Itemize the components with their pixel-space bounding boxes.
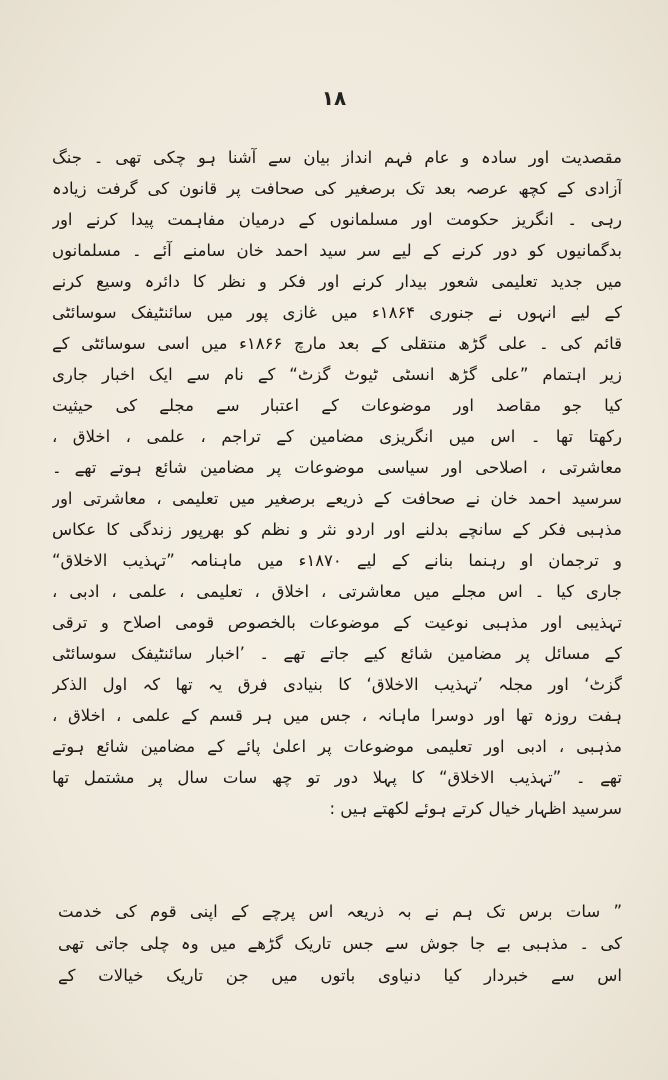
- text-line: مقصدیت اور سادہ و عام فہم انداز بیان سے آشنا ہو چکی تھی ۔ جنگ: [52, 148, 622, 167]
- text-line: رکھتا تھا ۔ اس میں انگریزی مضامین کے تراجم ، علمی ، اخلاق ،: [52, 427, 622, 446]
- block-quote: [58, 896, 622, 992]
- text-line: سرسید احمد خان نے صحافت کے ذریعے برصغیر میں تعلیمی ، معاشرتی اور: [52, 489, 622, 508]
- text-line: گزٹ‘ اور مجلہ ’تہذیب الاخلاق‘ کا بنیادی فرق یہ تھا کہ اول الذکر: [52, 675, 622, 694]
- text-line: مذہبی ، ادبی اور تعلیمی موضوعات پر اعلیٰ پائے کے مضامین شائع ہوتے: [52, 737, 622, 756]
- text-line: کے مسائل پر مضامین شائع کیے جاتے تھے ۔ ’اخبار سائنٹیفک سوسائٹی: [52, 644, 622, 663]
- quote-line: کی ۔ مذہبی بے جا جوش سے جس تاریک گڑھے میں وہ چلی جاتی تھی: [58, 934, 622, 953]
- text-line: مذہبی فکر کے سانچے بدلنے اور اردو نثر و نظم کو بھرپور زندگی کا عکاس: [52, 520, 622, 539]
- body-paragraph: [52, 142, 622, 824]
- page-number: ۱۸: [321, 86, 347, 110]
- text-line: رہی ۔ انگریز حکومت اور مسلمانوں کے درمیان مفاہمت پیدا کرنے اور: [52, 210, 622, 229]
- text-line: تہذیبی اور مذہبی نوعیت کے موضوعات بالخصوص قومی اصلاح و ترقی: [52, 613, 622, 632]
- text-line: قائم کی ۔ علی گڑھ منتقلی کے بعد مارچ ۱۸۶۶ء میں اسی سوسائٹی کے: [52, 334, 622, 353]
- text-line: کیا جو مقاصد اور موضوعات کے اعتبار سے مجلے کی حیثیت: [52, 396, 622, 415]
- text-line: بدگمانیوں کو دور کرنے کے لیے سر سید احمد خان سامنے آئے ۔ مسلمانوں: [52, 241, 622, 260]
- quote-line: ” سات برس تک ہم نے بہ ذریعہ اس پرچے کے اپنی قوم کی خدمت: [58, 902, 622, 921]
- text-line: زیر اہتمام ”علی گڑھ انسٹی ٹیوٹ گزٹ“ کے نام سے ایک اخبار جاری: [52, 365, 622, 384]
- quote-line: اس سے خبردار کیا دنیاوی باتوں میں جن تاریک خیالات کے: [58, 966, 622, 985]
- text-line: و ترجمان او رہنما بنانے کے لیے ۱۸۷۰ء میں ماہنامہ ”تہذیب الاخلاق“: [52, 551, 622, 570]
- text-line: تھے ۔ ”تہذیب الاخلاق“ کا پہلا دور تو چھ سات سال پر مشتمل تھا: [52, 768, 622, 787]
- text-line: جاری کیا ۔ اس مجلے میں معاشرتی ، اخلاق ، تعلیمی ، علمی ، ادبی ،: [52, 582, 622, 601]
- text-line: میں جدید تعلیمی شعور بیدار کرنے اور فکر و نظر کا دائرہ وسیع کرنے: [52, 272, 622, 291]
- text-line: سرسید اظہار خیال کرتے ہوئے لکھتے ہیں :: [329, 799, 622, 818]
- text-line: ہفت روزہ تھا اور دوسرا ماہانہ ، جس میں ہر قسم کے علمی ، اخلاق ،: [52, 706, 622, 725]
- text-line: معاشرتی ، اصلاحی اور سیاسی موضوعات پر مضامین شائع ہوتے تھے ۔: [52, 458, 622, 477]
- text-line: آزادی کے کچھ عرصہ بعد تک برصغیر کی صحافت پر قانون کی گرفت زیادہ: [52, 179, 622, 198]
- text-line: کے لیے انہوں نے جنوری ۱۸۶۴ء میں غازی پور میں سائنٹیفک سوسائٹی: [52, 303, 622, 322]
